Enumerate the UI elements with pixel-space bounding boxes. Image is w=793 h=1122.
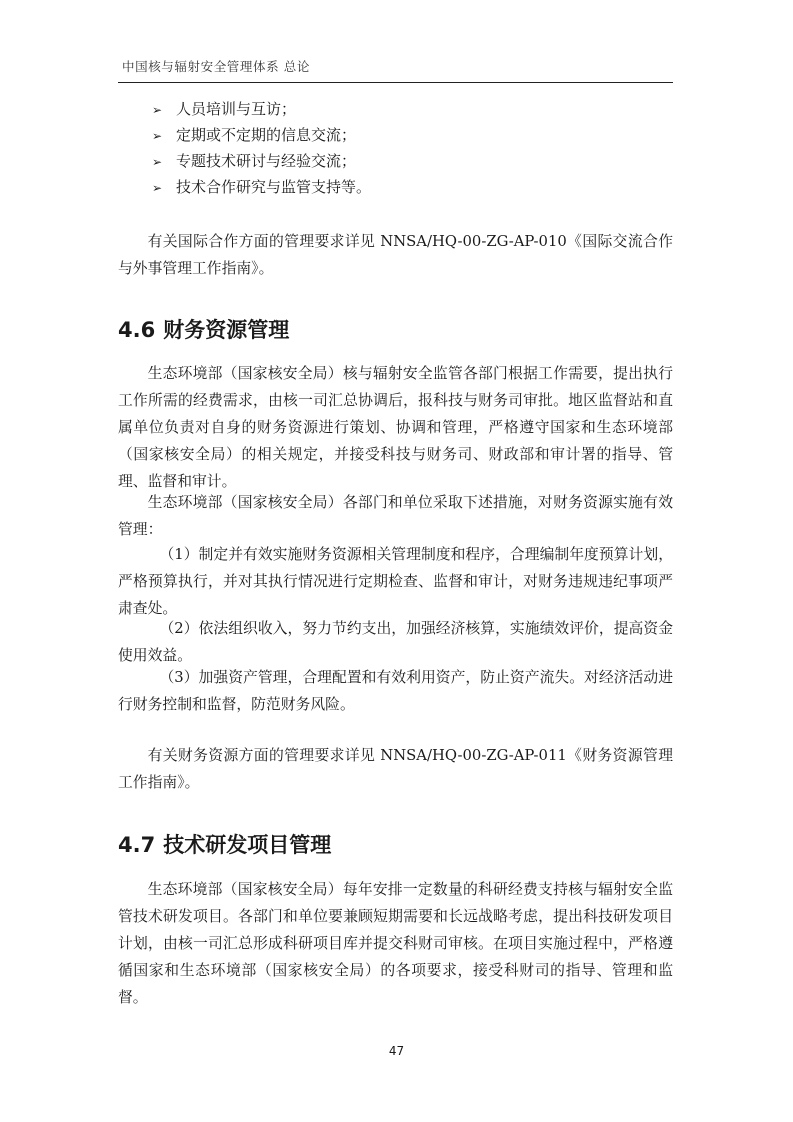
- paragraph: 生态环境部（国家核安全局）核与辐射安全监管各部门根据工作需要，提出执行工作所需的经费需求，由核一司汇总协调后，报科技与财务司审批。地区监督站和直属单位负责对自身的财务资源进行策划、协调和管理，严格遵守国家和生态环境部（国家核安全局）的相关规定，并接受科技与财务司、财政部和审计署的指导、管理、监督和审计。: [118, 365, 673, 490]
- bullet-list: [152, 96, 672, 200]
- bullet-text: 技术合作研究与监管支持等。: [176, 178, 372, 196]
- page-number: 47: [388, 1044, 405, 1058]
- list-item: [152, 148, 672, 174]
- section-heading-4-6: [118, 314, 673, 344]
- paragraph: 生态环境部（国家核安全局）每年安排一定数量的科研经费支持核与辐射安全监管技术研发项目。各部门和单位要兼顾短期需要和长远战略考虑，提出科技研发项目计划，由核一司汇总形成科研项目库并提交科财司审核。在项目实施过程中，严格遵循国家和生态环境部（国家核安全局）的各项要求，接受科财司的指导、管理和监督。: [118, 881, 673, 1006]
- paragraph: 生态环境部（国家核安全局）各部门和单位采取下述措施，对财务资源实施有效管理：: [118, 494, 673, 538]
- running-header: [118, 55, 673, 83]
- list-item: [152, 174, 672, 200]
- intl-cooperation-reference: 有关国际合作方面的管理要求详见 NNSA/HQ-00-ZG-AP-010《国际交流合作与外事管理工作指南》。: [118, 233, 673, 277]
- arrow-bullet-icon: ➢: [152, 181, 163, 195]
- list-item: [152, 96, 672, 122]
- bullet-text: 专题技术研讨与经验交流；: [176, 152, 357, 170]
- numbered-item: （1）制定并有效实施财务资源相关管理制度和程序，合理编制年度预算计划，严格预算执行，并对其执行情况进行定期检查、监督和审计，对财务违规违纪事项严肃查处。: [118, 546, 673, 617]
- arrow-bullet-icon: ➢: [152, 155, 163, 169]
- bullet-text: 人员培训与互访；: [176, 100, 297, 118]
- numbered-item: （3）加强资产管理，合理配置和有效利用资产，防止资产流失。对经济活动进行财务控制和监督，防范财务风险。: [118, 669, 673, 713]
- list-item: [152, 122, 672, 148]
- bullet-text: 定期或不定期的信息交流；: [176, 126, 357, 144]
- financial-resource-reference: 有关财务资源方面的管理要求详见 NNSA/HQ-00-ZG-AP-011《财务资源管理工作指南》。: [118, 747, 673, 791]
- section-number: 4.7: [118, 833, 156, 857]
- arrow-bullet-icon: ➢: [152, 129, 163, 143]
- header-title: 中国核与辐射安全管理体系 总论: [122, 59, 310, 74]
- section-heading-4-7: [118, 829, 673, 859]
- section-title: 技术研发项目管理: [163, 833, 332, 857]
- section-title: 财务资源管理: [163, 318, 290, 342]
- numbered-item: （2）依法组织收入，努力节约支出，加强经济核算，实施绩效评价，提高资金使用效益。: [118, 620, 673, 664]
- arrow-bullet-icon: ➢: [152, 103, 163, 117]
- section-number: 4.6: [118, 318, 156, 342]
